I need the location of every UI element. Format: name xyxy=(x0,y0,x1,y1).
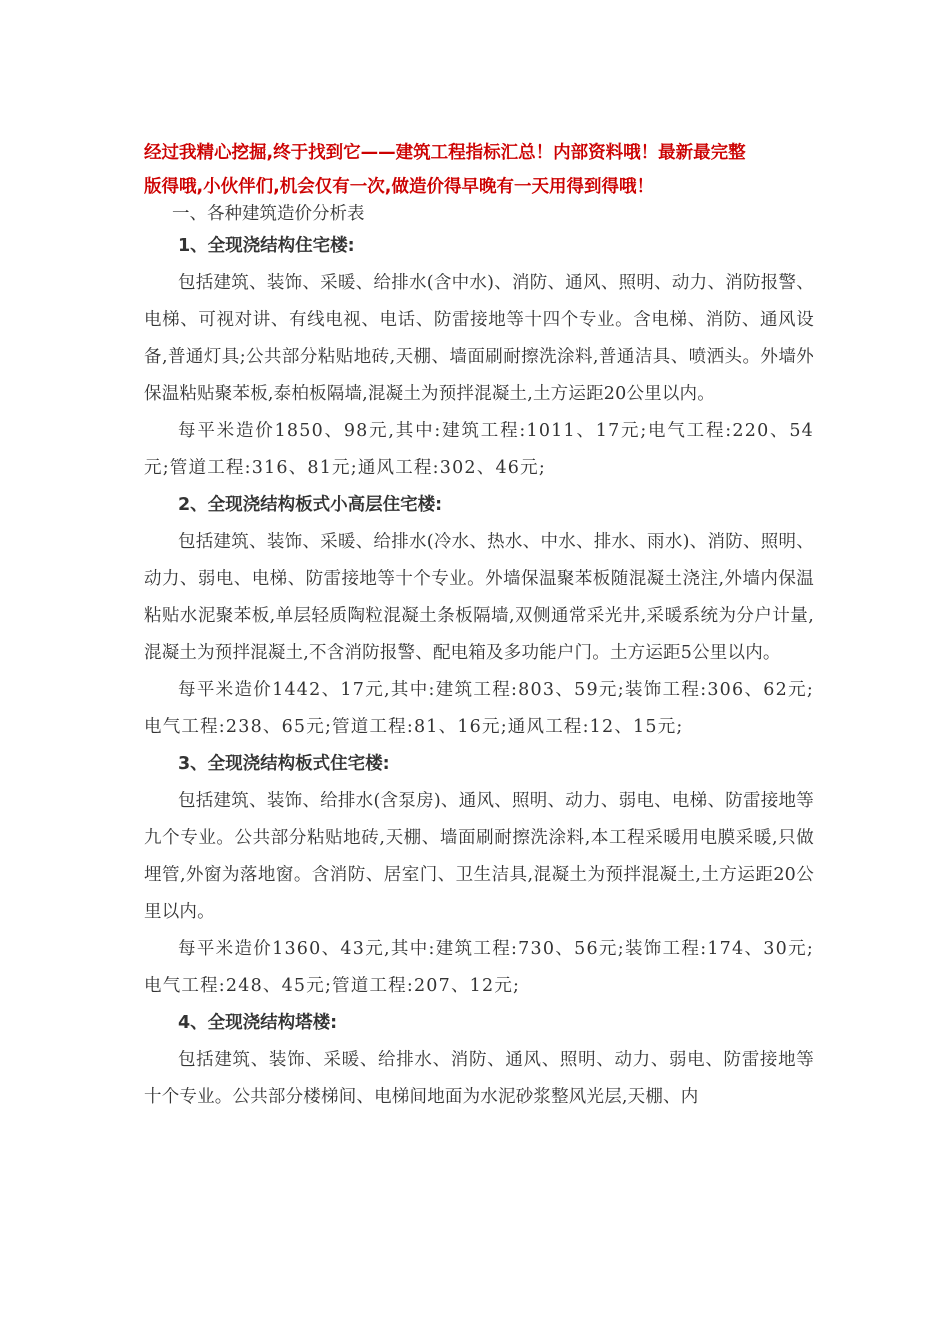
item-title: 1、全现浇结构住宅楼: xyxy=(178,236,355,256)
item-title: 2、全现浇结构板式小高层住宅楼: xyxy=(178,495,443,515)
item-4 xyxy=(144,1005,814,1116)
item-title: 3、全现浇结构板式住宅楼: xyxy=(178,754,390,774)
item-description: 包括建筑、装饰、采暖、给排水、消防、通风、照明、动力、弱电、防雷接地等十个专业。公共部分楼梯间、电梯间地面为水泥砂浆整风光层,天棚、内 xyxy=(144,1050,814,1107)
intro-text xyxy=(144,136,814,204)
section-title: 一、各种建筑造价分析表 xyxy=(172,204,365,224)
item-2 xyxy=(144,487,814,746)
item-1 xyxy=(144,228,814,487)
item-3 xyxy=(144,746,814,1005)
item-title: 4、全现浇结构塔楼: xyxy=(178,1013,338,1033)
intro-line-1: 经过我精心挖掘,终于找到它——建筑工程指标汇总！内部资料哦！最新最完整 xyxy=(144,143,746,163)
document-page xyxy=(144,136,814,1116)
intro-line-2: 版得哦,小伙伴们,机会仅有一次,做造价得早晚有一天用得到得哦！ xyxy=(144,177,654,197)
item-cost: 每平米造价1850、98元,其中:建筑工程:1011、17元;电气工程:220、54元;管道工程:316、81元;通风工程:302、46元; xyxy=(144,421,814,478)
item-cost: 每平米造价1360、43元,其中:建筑工程:730、56元;装饰工程:174、30元;电气工程:248、45元;管道工程:207、12元; xyxy=(144,939,814,996)
item-description: 包括建筑、装饰、采暖、给排水(冷水、热水、中水、排水、雨水)、消防、照明、动力、弱电、电梯、防雷接地等十个专业。外墙保温聚苯板随混凝土浇注,外墙内保温粘贴水泥聚苯板,单层轻质陶粒混凝土条板隔墙,双侧通常采光井,采暖系统为分户计量,混凝土为预拌混凝土,不含消防报警、配电箱及多功能户门。土方运距5公里以内。 xyxy=(144,532,814,663)
item-cost: 每平米造价1442、17元,其中:建筑工程:803、59元;装饰工程:306、62元;电气工程:238、65元;管道工程:81、16元;通风工程:12、15元; xyxy=(144,680,814,737)
item-description: 包括建筑、装饰、给排水(含泵房)、通风、照明、动力、弱电、电梯、防雷接地等九个专业。公共部分粘贴地砖,天棚、墙面刷耐擦洗涂料,本工程采暖用电膜采暖,只做埋管,外窗为落地窗。含消防、居室门、卫生洁具,混凝土为预拌混凝土,土方运距20公里以内。 xyxy=(144,791,814,922)
item-description: 包括建筑、装饰、采暖、给排水(含中水)、消防、通风、照明、动力、消防报警、电梯、可视对讲、有线电视、电话、防雷接地等十四个专业。含电梯、消防、通风设备,普通灯具;公共部分粘贴地砖,天棚、墙面刷耐擦洗涂料,普通洁具、喷洒头。外墙外保温粘贴聚苯板,泰柏板隔墙,混凝土为预拌混凝土,土方运距20公里以内。 xyxy=(144,273,814,404)
